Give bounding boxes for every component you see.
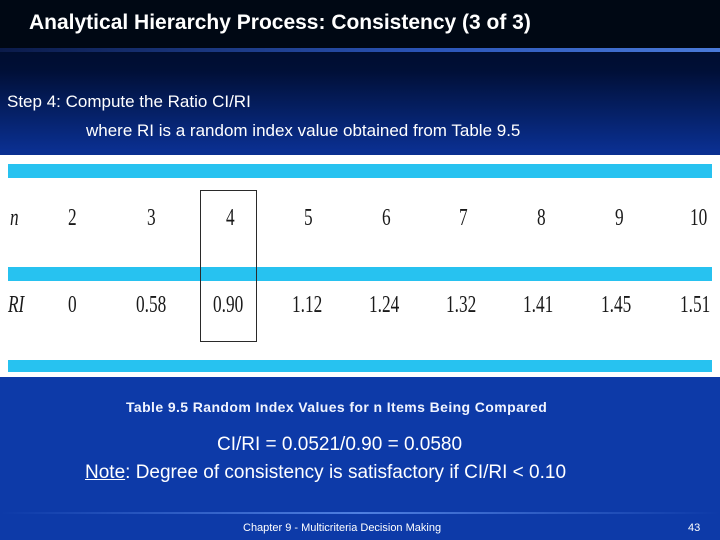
- ri-cell: 1.51: [680, 292, 711, 318]
- ri-cell: 0: [68, 292, 77, 318]
- n-cell: 7: [459, 205, 468, 231]
- row-label-ri: RI: [8, 292, 25, 318]
- table-row-n: [0, 205, 720, 245]
- ri-cell: 0.90: [213, 292, 244, 318]
- table-band-middle: [8, 267, 712, 281]
- n-cell: 2: [68, 205, 77, 231]
- n-cell: 5: [304, 205, 313, 231]
- table-row-ri: [0, 292, 720, 332]
- row-label-n: n: [10, 205, 19, 231]
- ri-cell: 1.24: [369, 292, 400, 318]
- ri-cell: 1.41: [523, 292, 554, 318]
- ri-cell: 1.32: [446, 292, 477, 318]
- title-divider: [0, 48, 720, 52]
- n-cell: 10: [690, 205, 708, 231]
- note-label: Note: [85, 462, 126, 483]
- n-cell: 8: [537, 205, 546, 231]
- note-text: : Degree of consistency is satisfactory if CI/RI < 0.10: [125, 462, 567, 483]
- random-index-table: [0, 155, 720, 377]
- ri-cell: 1.12: [292, 292, 323, 318]
- table-band-top: [8, 164, 712, 178]
- footer-divider: [0, 512, 720, 514]
- footer-chapter: Chapter 9 - Multicriteria Decision Making: [243, 522, 442, 534]
- n-cell: 6: [382, 205, 391, 231]
- n-cell: 3: [147, 205, 156, 231]
- ri-cell: 1.45: [601, 292, 632, 318]
- step-line: Step 4: Compute the Ratio CI/RI: [7, 92, 251, 111]
- table-caption: Table 9.5 Random Index Values for n Items Being Compared: [126, 399, 548, 415]
- consistency-note: [85, 462, 566, 484]
- page-number: 43: [688, 522, 701, 534]
- n-cell: 4: [226, 205, 235, 231]
- ri-cell: 0.58: [136, 292, 167, 318]
- n-cell: 9: [615, 205, 624, 231]
- where-line: where RI is a random index value obtained from Table 9.5: [86, 121, 521, 140]
- ci-ri-formula: CI/RI = 0.0521/0.90 = 0.0580: [217, 434, 463, 455]
- slide-title: Analytical Hierarchy Process: Consistency (3 of 3): [29, 11, 531, 34]
- table-band-bottom: [8, 360, 712, 372]
